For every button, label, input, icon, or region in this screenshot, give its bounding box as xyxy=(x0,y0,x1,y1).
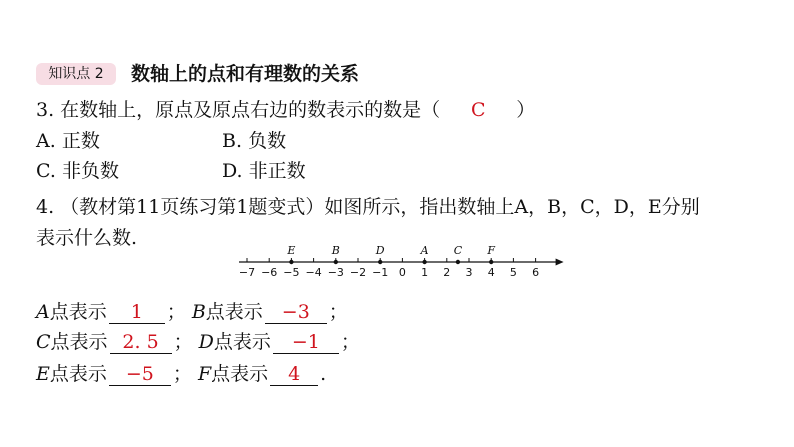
point-label: 点表示 xyxy=(50,331,108,353)
q3-option-a xyxy=(36,127,100,155)
option-text: 正数 xyxy=(61,130,100,152)
question-4-stem-line1: 4. （教材第11页练习第1题变式）如图所示，指出数轴上A，B，C，D，E分别 xyxy=(36,196,700,218)
punct: ； xyxy=(340,331,360,353)
point-label: 点表示 xyxy=(49,301,107,323)
point-name: E xyxy=(36,363,50,385)
answer-blank-e: −5 xyxy=(109,363,171,386)
tick-label: −7 xyxy=(238,266,256,278)
answer-blank-d: −1 xyxy=(273,331,339,354)
tick-label: −6 xyxy=(261,266,278,278)
point-name: C xyxy=(36,331,51,353)
tick-label: 2 xyxy=(443,266,451,278)
point-name: D xyxy=(198,331,214,353)
point-name: A xyxy=(36,301,50,323)
tick-label: 6 xyxy=(532,266,540,278)
punct: . xyxy=(320,363,327,385)
question-3-stem xyxy=(36,96,535,124)
option-text: 负数 xyxy=(248,130,287,152)
point-name: F xyxy=(197,363,212,385)
option-label: C. xyxy=(36,160,56,182)
point-label: 点表示 xyxy=(211,363,269,385)
point-label-b: B xyxy=(331,244,340,257)
tick-label: −2 xyxy=(349,266,367,278)
point-label-a: A xyxy=(420,244,429,257)
point-label-d: D xyxy=(375,244,385,257)
answer-line-1 xyxy=(36,298,348,326)
answer-line-2 xyxy=(36,328,360,356)
answer-blank-a: 1 xyxy=(109,301,165,324)
answer-blank-f: 4 xyxy=(270,363,318,386)
option-text: 非正数 xyxy=(248,160,306,182)
option-text: 非负数 xyxy=(61,160,119,182)
number-line xyxy=(235,238,565,278)
point-d xyxy=(378,260,382,264)
q3-option-d xyxy=(222,157,306,185)
point-label-f: F xyxy=(487,244,496,257)
punct: ； xyxy=(166,301,186,323)
q3-option-b xyxy=(222,127,286,155)
punct: ； xyxy=(328,301,348,323)
tick-label: 5 xyxy=(509,266,517,278)
answer-blank-b: −3 xyxy=(265,301,327,324)
tick-label: −1 xyxy=(372,266,389,278)
punct: ； xyxy=(172,363,192,385)
q3-option-c xyxy=(36,157,119,185)
tick-label: −3 xyxy=(327,266,344,278)
punct: ； xyxy=(173,331,193,353)
tick-label: −4 xyxy=(305,266,322,278)
point-label-c: C xyxy=(453,244,463,257)
tick-label: 0 xyxy=(398,266,406,278)
answer-line-3 xyxy=(36,360,326,388)
section-title: 数轴上的点和有理数的关系 xyxy=(131,63,360,85)
question-4-stem-line2: 表示什么数. xyxy=(36,227,138,249)
tick-label: 1 xyxy=(421,266,429,278)
option-label: D. xyxy=(222,160,243,182)
point-label: 点表示 xyxy=(49,363,107,385)
tick-label: 4 xyxy=(487,266,495,278)
point-label: 点表示 xyxy=(213,331,271,353)
point-label-e: E xyxy=(287,244,296,257)
point-c xyxy=(456,260,460,264)
section-tag: 知识点 2 xyxy=(36,63,116,85)
q3-stem-after: ） xyxy=(516,99,536,121)
option-label: B. xyxy=(222,130,243,152)
answer-blank-c: 2. 5 xyxy=(110,331,172,354)
point-f xyxy=(489,260,493,264)
point-a xyxy=(422,260,426,264)
tick-label: −5 xyxy=(283,266,300,278)
point-label: 点表示 xyxy=(205,301,263,323)
q3-answer: C xyxy=(470,99,486,121)
option-label: A. xyxy=(36,130,56,152)
tick-label: 3 xyxy=(465,266,473,278)
point-e xyxy=(289,260,293,264)
q3-stem-before: 3. 在数轴上，原点及原点右边的数表示的数是（ xyxy=(36,99,441,121)
axis-arrow xyxy=(556,259,564,266)
point-name: B xyxy=(191,301,206,323)
point-b xyxy=(334,260,338,264)
